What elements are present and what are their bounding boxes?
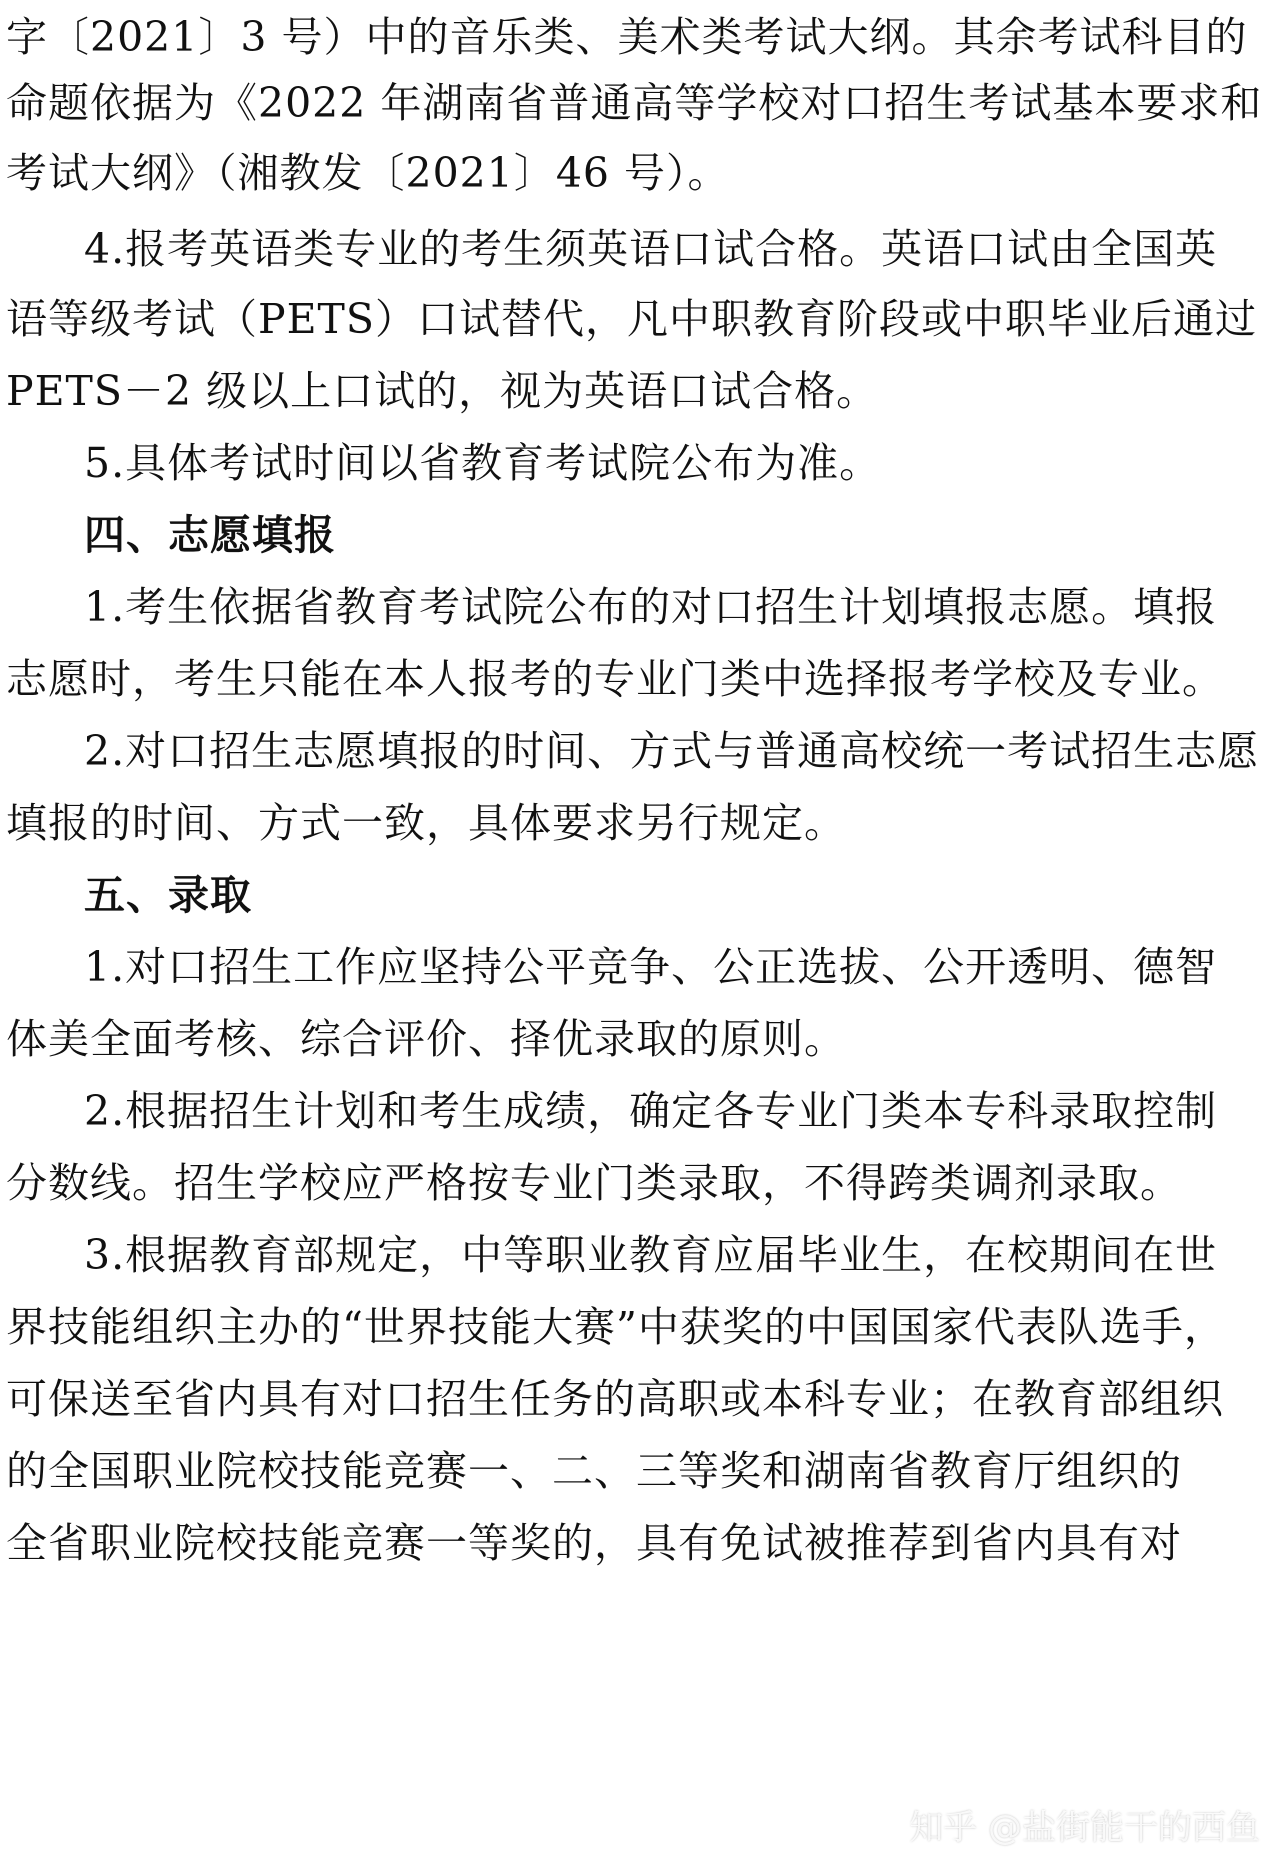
text-line: 界技能组织主办的“世界技能大赛”中获奖的中国国家代表队选手，: [6, 1303, 1226, 1351]
watermark: 知乎 @盐街能干的西鱼: [909, 1808, 1260, 1848]
text-line: 志愿时，考生只能在本人报考的专业门类中选择报考学校及专业。: [6, 655, 1224, 703]
text-line: 填报的时间、方式一致，具体要求另行规定。: [6, 799, 846, 847]
text-line: PETS－2 级以上口试的，视为英语口试合格。: [6, 367, 879, 415]
text-line: 2.对口招生志愿填报的时间、方式与普通高校统一考试招生志愿: [84, 727, 1260, 775]
text-line: 2.根据招生计划和考生成绩，确定各专业门类本专科录取控制: [84, 1087, 1218, 1135]
text-line: 5.具体考试时间以省教育考试院公布为准。: [84, 439, 882, 487]
text-line: 分数线。招生学校应严格按专业门类录取，不得跨类调剂录取。: [6, 1159, 1182, 1207]
section-heading: 四、志愿填报: [84, 511, 336, 559]
text-line: 全省职业院校技能竞赛一等奖的，具有免试被推荐到省内具有对: [6, 1519, 1182, 1567]
text-line: 字〔2021〕3 号）中的音乐类、美术类考试大纲。其余考试科目的: [6, 13, 1248, 61]
text-line: 考试大纲》（湘教发〔2021〕46 号）。: [6, 149, 730, 197]
text-line: 1.考生依据省教育考试院公布的对口招生计划填报志愿。填报: [84, 583, 1218, 631]
text-line: 的全国职业院校技能竞赛一、二、三等奖和湖南省教育厅组织的: [6, 1447, 1182, 1495]
text-line: 3.根据教育部规定，中等职业教育应届毕业生，在校期间在世: [84, 1231, 1218, 1279]
text-line: 1.对口招生工作应坚持公平竞争、公正选拔、公开透明、德智: [84, 943, 1218, 991]
text-line: 4.报考英语类专业的考生须英语口试合格。英语口试由全国英: [84, 225, 1218, 273]
section-heading: 五、录取: [84, 871, 252, 919]
text-line: 语等级考试（PETS）口试替代，凡中职教育阶段或中职毕业后通过: [6, 295, 1257, 343]
text-line: 命题依据为《2022 年湖南省普通高等学校对口招生考试基本要求和: [6, 79, 1263, 127]
text-line: 可保送至省内具有对口招生任务的高职或本科专业；在教育部组织: [6, 1375, 1224, 1423]
text-line: 体美全面考核、综合评价、择优录取的原则。: [6, 1015, 846, 1063]
